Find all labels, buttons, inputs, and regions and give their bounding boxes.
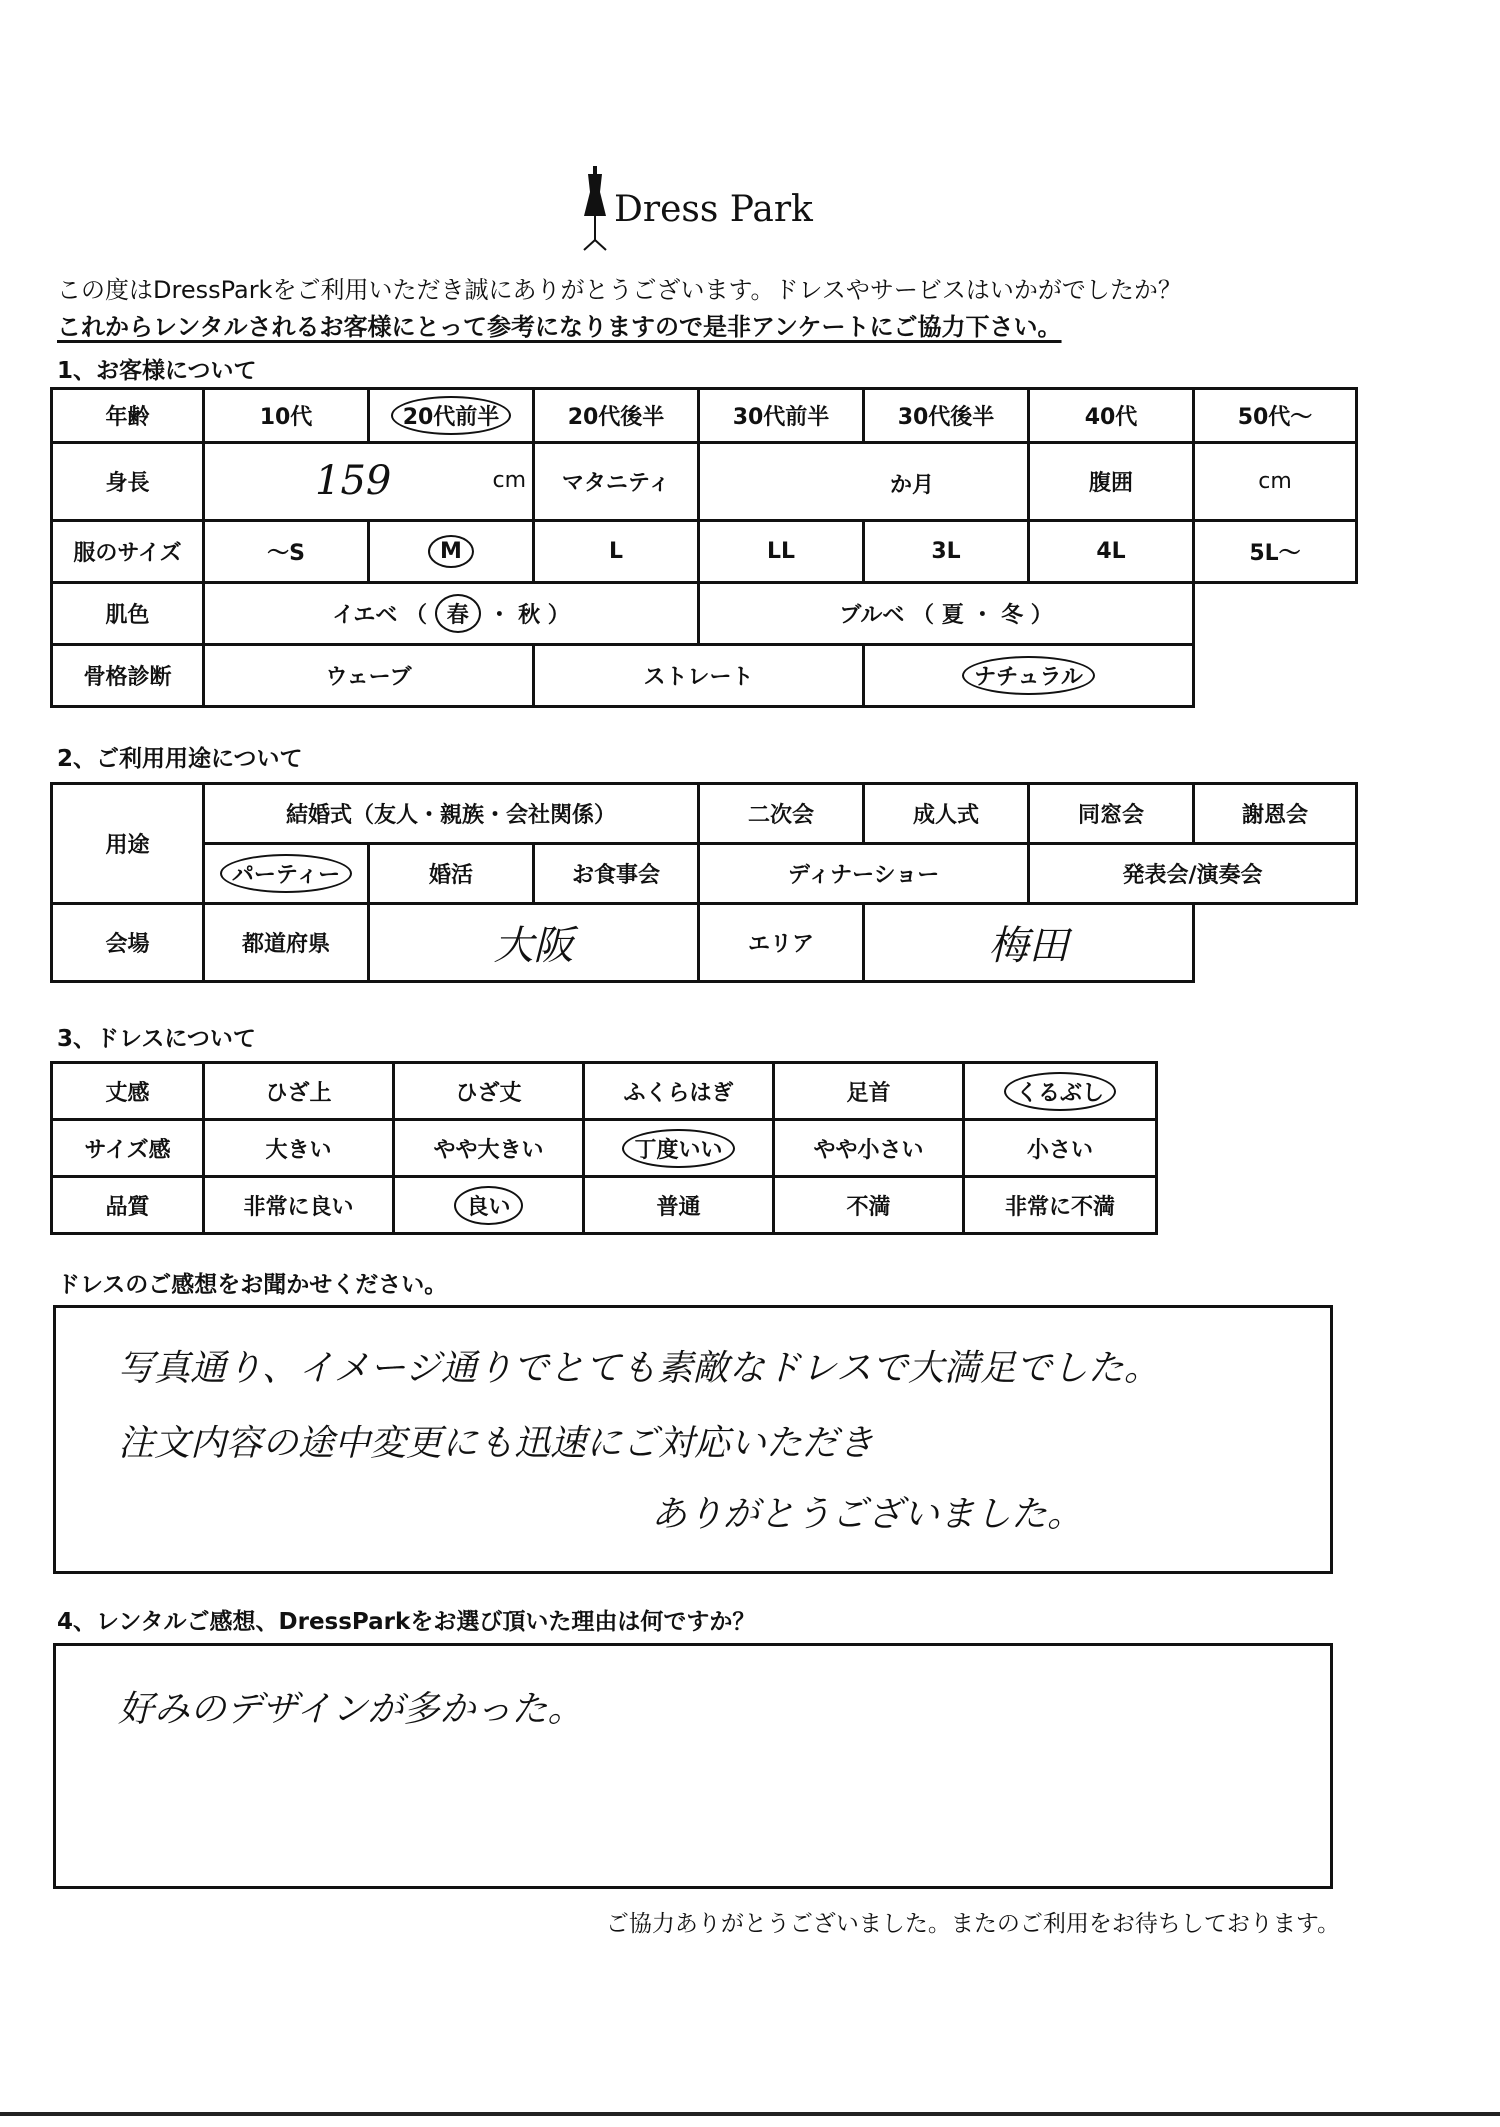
length-above-knee[interactable]: ひざ上: [204, 1063, 394, 1120]
section1-title: 1、お客様について: [57, 358, 257, 384]
dresspark-logo: [578, 164, 818, 256]
length-row: [52, 1063, 1157, 1120]
frame-straight[interactable]: ストレート: [534, 645, 864, 707]
size-label: 服のサイズ: [52, 521, 204, 583]
quality-normal[interactable]: 普通: [584, 1177, 774, 1234]
area-value: 梅田: [988, 923, 1069, 969]
size-ll[interactable]: LL: [699, 521, 864, 583]
purpose-dinner-party[interactable]: お食事会: [534, 844, 699, 904]
quality-very-dissatisfied[interactable]: 非常に不満: [964, 1177, 1157, 1234]
prefecture-field[interactable]: [369, 904, 699, 982]
height-unit: cm: [492, 468, 526, 493]
section3-title: 3、ドレスについて: [57, 1026, 256, 1052]
dress-comment-line-1: 写真通り、イメージ通りでとても素敵なドレスで大満足でした。: [118, 1348, 1160, 1389]
purpose-party[interactable]: [204, 844, 369, 904]
age-late-30s[interactable]: 30代後半: [864, 389, 1029, 443]
dress-comment-box[interactable]: [53, 1305, 1333, 1574]
yellow-base-rparen: ）: [547, 603, 570, 628]
skin-label: 肌色: [52, 583, 204, 645]
size-m[interactable]: [369, 521, 534, 583]
length-calf[interactable]: ふくらはぎ: [584, 1063, 774, 1120]
purpose-table: [50, 782, 1358, 983]
section4-title: 4、レンタルご感想、DressParkをお選び頂いた理由は何ですか？: [57, 1609, 756, 1635]
purpose-wedding[interactable]: 結婚式（友人・親族・会社関係）: [204, 784, 699, 844]
blue-base-dot: ・: [971, 603, 994, 628]
length-label: 丈感: [52, 1063, 204, 1120]
yellow-base-label: イエベ: [332, 603, 398, 628]
frame-natural-text: ナチュラル: [962, 656, 1095, 695]
age-early-30s[interactable]: 30代前半: [699, 389, 864, 443]
spring-option[interactable]: 春: [435, 594, 481, 633]
maternity-field[interactable]: [699, 443, 1029, 521]
reason-answer-text: 好みのデザインが多かった。: [118, 1689, 584, 1730]
fit-just-right-text: 丁度いい: [622, 1129, 734, 1168]
size-row: [52, 521, 1357, 583]
dress-comment-prompt: ドレスのご感想をお聞かせください。: [57, 1272, 448, 1298]
yellow-base-dot: ・: [488, 603, 511, 628]
age-label: 年齢: [52, 389, 204, 443]
thanks-message: ご協力ありがとうございました。またのご利用をお待ちしております。: [605, 1911, 1340, 1937]
quality-row: [52, 1177, 1157, 1234]
reason-answer-box[interactable]: [53, 1643, 1333, 1889]
quality-very-good[interactable]: 非常に良い: [204, 1177, 394, 1234]
purpose-konkatsu[interactable]: 婚活: [369, 844, 534, 904]
intro-line-2: これからレンタルされるお客様にとって参考になりますので是非アンケートにご協力下さい。: [57, 313, 1062, 341]
dress-form-icon: [578, 164, 612, 256]
skin-empty: [1194, 583, 1357, 645]
quality-good-text: 良い: [454, 1186, 522, 1225]
customer-info-table: [50, 387, 1358, 708]
size-3l[interactable]: 3L: [864, 521, 1029, 583]
blue-base-lparen: （: [912, 603, 935, 628]
dress-comment-line-3: ありがとうございました。: [651, 1494, 1084, 1535]
frame-wave[interactable]: ウェーブ: [204, 645, 534, 707]
yellow-base-lparen: （: [405, 603, 428, 628]
fit-row: [52, 1120, 1157, 1177]
scan-edge-line: [0, 2112, 1500, 2116]
size-4l[interactable]: 4L: [1029, 521, 1194, 583]
blue-base-rparen: ）: [1030, 603, 1053, 628]
age-50s[interactable]: 50代～: [1194, 389, 1357, 443]
length-anklebone[interactable]: [964, 1063, 1157, 1120]
height-value: 159: [315, 458, 392, 504]
logo-text: Dress Park: [614, 189, 813, 230]
frame-row: [52, 645, 1357, 707]
winter-option[interactable]: 冬: [1001, 603, 1024, 628]
fit-slightly-small[interactable]: やや小さい: [774, 1120, 964, 1177]
size-s[interactable]: ～S: [204, 521, 369, 583]
purpose-recital[interactable]: 発表会/演奏会: [1029, 844, 1357, 904]
intro-line-1: この度はDressParkをご利用いただき誠にありがとうございます。ドレスやサービスはいかがでしたか？: [57, 276, 1182, 304]
purpose-row-1: [52, 784, 1357, 844]
waist-unit[interactable]: cm: [1194, 443, 1357, 521]
purpose-reunion[interactable]: 同窓会: [1029, 784, 1194, 844]
blue-base-label: ブルベ: [839, 603, 905, 628]
age-early-20s[interactable]: [369, 389, 534, 443]
age-row: [52, 389, 1357, 443]
waist-label: 腹囲: [1029, 443, 1194, 521]
dress-comment-line-2: 注文内容の途中変更にも迅速にご対応いただき: [118, 1423, 875, 1464]
prefecture-value: 大阪: [493, 923, 574, 969]
summer-option[interactable]: 夏: [941, 603, 964, 628]
fit-label: サイズ感: [52, 1120, 204, 1177]
height-field[interactable]: [204, 443, 534, 521]
quality-label: 品質: [52, 1177, 204, 1234]
prefecture-label: 都道府県: [204, 904, 369, 982]
age-10s[interactable]: 10代: [204, 389, 369, 443]
purpose-thank-you-party[interactable]: 謝恩会: [1194, 784, 1357, 844]
venue-row: [52, 904, 1357, 982]
frame-natural[interactable]: [864, 645, 1194, 707]
frame-label: 骨格診断: [52, 645, 204, 707]
fit-slightly-large[interactable]: やや大きい: [394, 1120, 584, 1177]
size-m-text: M: [428, 535, 474, 568]
blue-base-cell[interactable]: [699, 583, 1194, 645]
purpose-coming-of-age[interactable]: 成人式: [864, 784, 1029, 844]
length-knee[interactable]: ひざ丈: [394, 1063, 584, 1120]
area-label: エリア: [699, 904, 864, 982]
fit-large[interactable]: 大きい: [204, 1120, 394, 1177]
purpose-after-party[interactable]: 二次会: [699, 784, 864, 844]
maternity-label: マタニティ: [534, 443, 699, 521]
age-40s[interactable]: 40代: [1029, 389, 1194, 443]
autumn-option[interactable]: 秋: [518, 603, 541, 628]
venue-label: 会場: [52, 904, 204, 982]
purpose-dinner-show[interactable]: ディナーショー: [699, 844, 1029, 904]
size-5l[interactable]: 5L～: [1194, 521, 1357, 583]
age-early-20s-text: 20代前半: [391, 396, 512, 435]
venue-empty: [1194, 904, 1357, 982]
yellow-base-cell[interactable]: [204, 583, 699, 645]
size-l[interactable]: L: [534, 521, 699, 583]
fit-small[interactable]: 小さい: [964, 1120, 1157, 1177]
purpose-label: 用途: [52, 784, 204, 904]
purpose-party-text: パーティー: [220, 854, 352, 893]
section2-title: 2、ご利用用途について: [57, 746, 303, 772]
area-field[interactable]: [864, 904, 1194, 982]
length-ankle[interactable]: 足首: [774, 1063, 964, 1120]
frame-empty: [1194, 645, 1357, 707]
height-row: [52, 443, 1357, 521]
age-late-20s[interactable]: 20代後半: [534, 389, 699, 443]
fit-just-right[interactable]: [584, 1120, 774, 1177]
skin-row: [52, 583, 1357, 645]
quality-good[interactable]: [394, 1177, 584, 1234]
maternity-unit: か月: [890, 473, 935, 498]
quality-dissatisfied[interactable]: 不満: [774, 1177, 964, 1234]
length-anklebone-text: くるぶし: [1004, 1072, 1116, 1111]
purpose-row-2: [52, 844, 1357, 904]
height-label: 身長: [52, 443, 204, 521]
dress-table: [50, 1061, 1158, 1235]
